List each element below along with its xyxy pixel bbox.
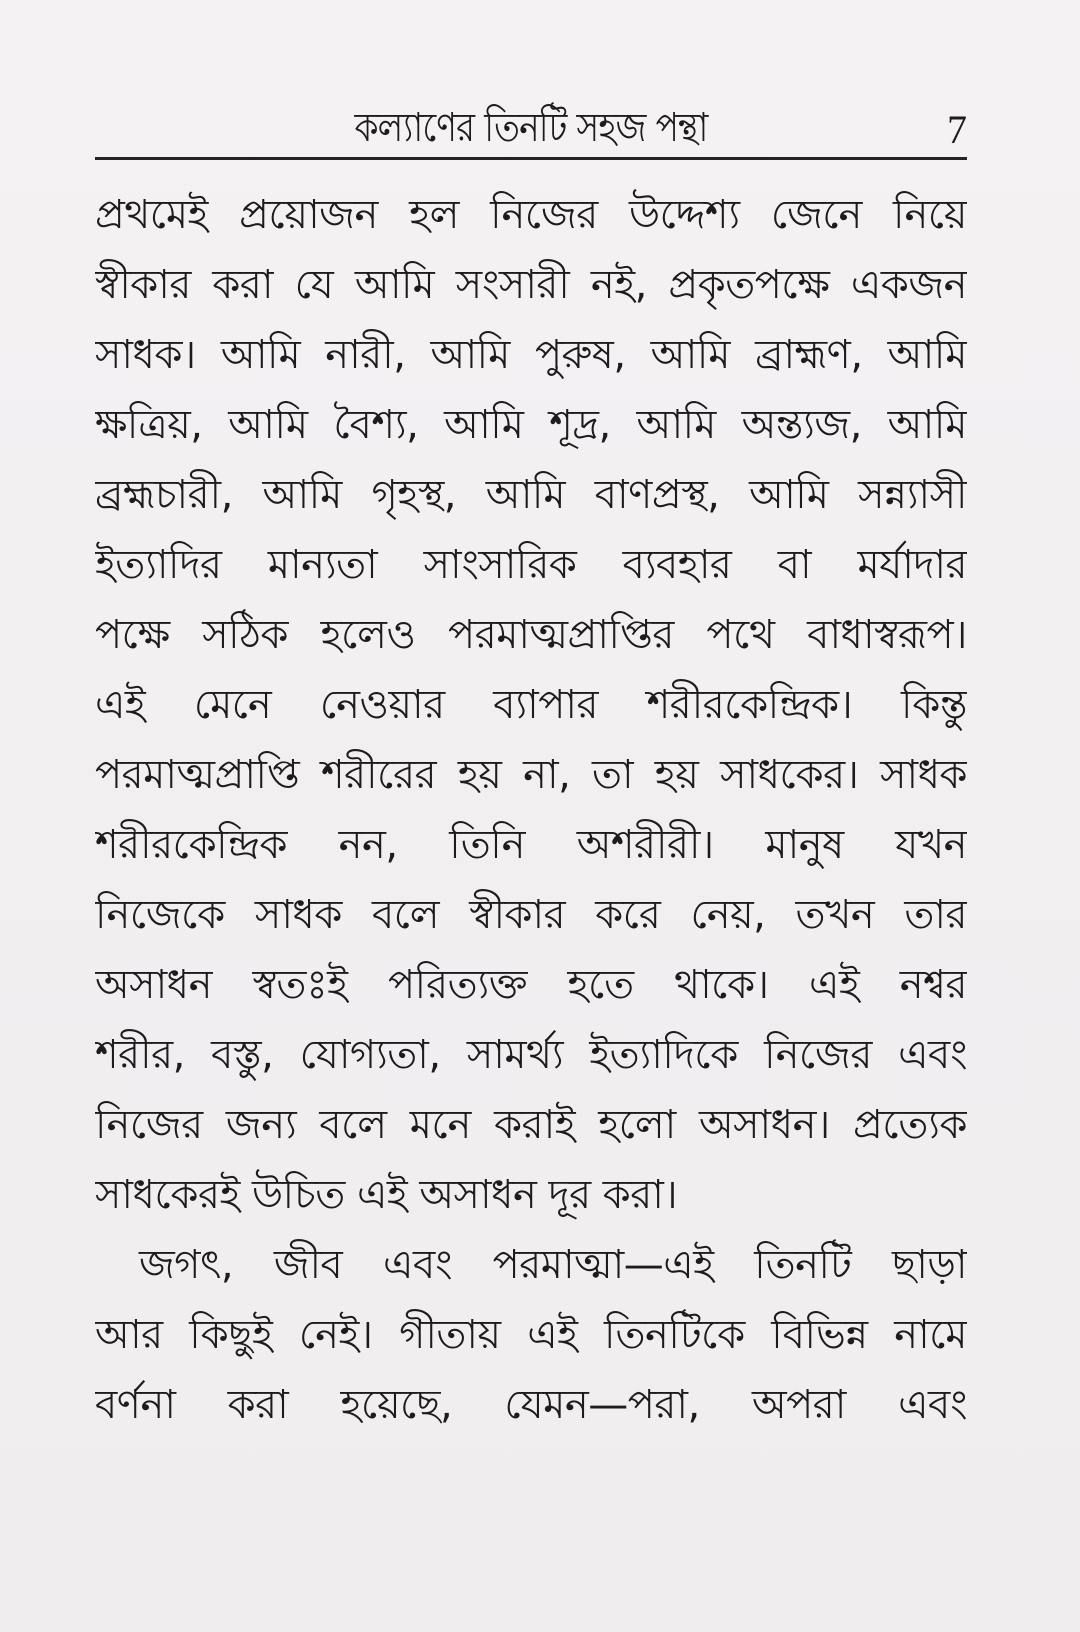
text-line: শরীর, বস্তু, যোগ্যতা, সামর্থ্য ইত্যাদিকে নিজের এবং (95, 1032, 967, 1078)
page-number: 7 (947, 107, 967, 152)
text-line: ইত্যাদির মান্যতা সাংসারিক ব্যবহার বা মর্যাদার (95, 542, 967, 588)
text-line: আর কিছুই নেই। গীতায় এই তিনটিকে বিভিন্ন নামে (95, 1312, 967, 1358)
text-line: স্বীকার করা যে আমি সংসারী নই, প্রকৃতপক্ষে একজন (95, 262, 967, 308)
text-line: প্রথমেই প্রয়োজন হল নিজের উদ্দেশ্য জেনে নিয়ে (95, 192, 967, 238)
text-line: নিজের জন্য বলে মনে করাই হলো অসাধন। প্রত্যেক (95, 1102, 967, 1148)
text-line: সাধক। আমি নারী, আমি পুরুষ, আমি ব্রাহ্মণ, আমি (95, 332, 967, 378)
text-line: ক্ষত্রিয়, আমি বৈশ্য, আমি শূদ্র, আমি অন্ত্যজ, আমি (95, 402, 967, 448)
text-line: এই মেনে নেওয়ার ব্যাপার শরীরকেন্দ্রিক। কিন্তু (95, 682, 967, 728)
text-line: পরমাত্মপ্রাপ্তি শরীরের হয় না, তা হয় সাধকের। সাধক (95, 752, 967, 798)
text-line: নিজেকে সাধক বলে স্বীকার করে নেয়, তখন তার (95, 892, 967, 938)
text-line: অসাধন স্বতঃই পরিত্যক্ত হতে থাকে। এই নশ্বর (95, 962, 967, 1008)
paragraph-end-line: সাধকেরই উচিত এই অসাধন দূর করা। (95, 1172, 678, 1218)
body-text (95, 180, 967, 1440)
text-line: শরীরকেন্দ্রিক নন, তিনি অশরীরী। মানুষ যখন (95, 822, 967, 868)
page-header (95, 100, 967, 156)
paragraph-start-line: জগৎ, জীব এবং পরমাত্মা—এই তিনটি ছাড়া (139, 1242, 967, 1288)
header-divider (95, 157, 967, 160)
text-line: বর্ণনা করা হয়েছে, যেমন—পরা, অপরা এবং (95, 1382, 967, 1428)
running-title: কল্যাণের তিনটি সহজ পন্থা (354, 105, 708, 151)
text-line: ব্রহ্মচারী, আমি গৃহস্থ, আমি বাণপ্রস্থ, আমি সন্ন্যাসী (95, 472, 967, 518)
text-line: পক্ষে সঠিক হলেও পরমাত্মপ্রাপ্তির পথে বাধাস্বরূপ। (95, 612, 967, 658)
